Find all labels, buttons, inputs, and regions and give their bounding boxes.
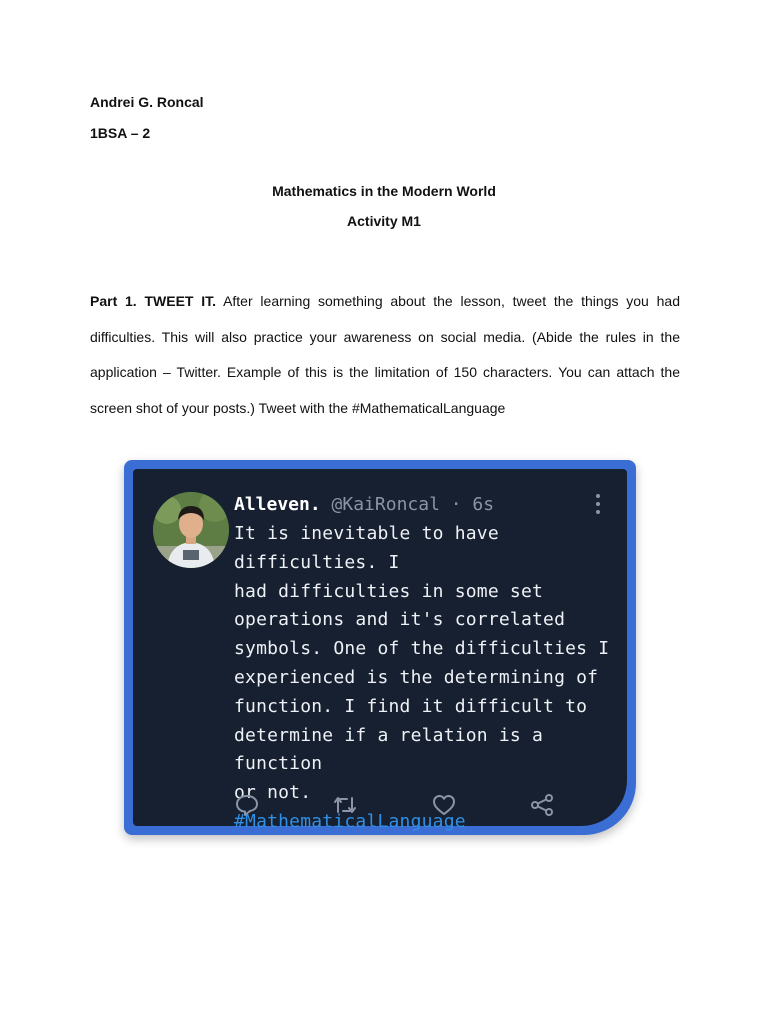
retweet-icon[interactable]	[332, 792, 358, 818]
reply-icon[interactable]	[234, 792, 260, 818]
tweet-line: It is inevitable to have difficulties. I	[234, 523, 499, 573]
tweet-screenshot	[124, 460, 636, 835]
instructions-body: After learning something about the lesson, tweet the things you had difficulties. This will also practice your awareness on social media. (Abide the rules in the application – Twitter. Example of this is the limitation of 150 characters. You can attach the screen shot of your posts.) Tweet with the #MathematicalLanguage	[90, 293, 680, 416]
tweet-content	[234, 491, 624, 836]
student-section: 1BSA – 2	[90, 125, 151, 141]
hashtag-link[interactable]: #MathematicalLanguage	[234, 810, 466, 832]
tweet-line: symbols. One of the difficulties I	[234, 638, 610, 660]
instructions-paragraph	[90, 284, 680, 426]
tweet-body	[234, 520, 624, 808]
display-name[interactable]: Alleven.	[234, 494, 321, 515]
tweet-line: experienced is the determining of	[234, 666, 599, 688]
heart-icon[interactable]	[431, 792, 457, 818]
more-vertical-icon[interactable]	[591, 491, 605, 517]
tweet-line: or not.	[234, 782, 312, 804]
handle-and-time[interactable]: @KaiRoncal · 6s	[331, 494, 495, 515]
tweet-line: had difficulties in some set	[234, 580, 544, 602]
student-name: Andrei G. Roncal	[90, 94, 204, 110]
avatar[interactable]	[153, 492, 229, 568]
tweet-header	[234, 491, 624, 519]
tweet-line: determine if a relation is a function	[234, 724, 544, 775]
tweet-panel	[133, 469, 627, 832]
activity-title: Activity M1	[347, 213, 421, 229]
tweet-line: operations and it's correlated	[234, 609, 566, 631]
instructions-lead: Part 1. TWEET IT.	[90, 293, 217, 309]
course-title: Mathematics in the Modern World	[272, 183, 496, 199]
share-icon[interactable]	[529, 792, 555, 818]
tweet-line: function. I find it difficult to	[234, 695, 588, 717]
